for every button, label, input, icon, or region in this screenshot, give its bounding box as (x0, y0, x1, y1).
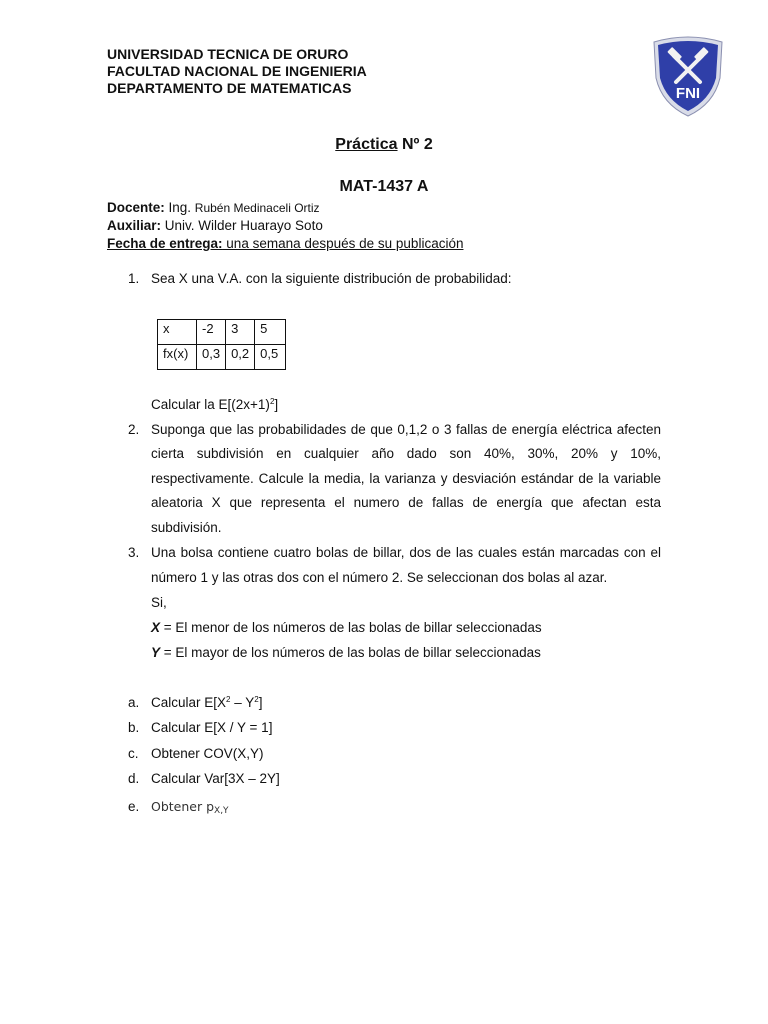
question-3-line: número 1 y las otras dos con el número 2. Se seleccionan dos bolas al azar. (151, 570, 608, 585)
docente-label: Docente: (107, 200, 165, 215)
subq-a-end: ] (258, 695, 263, 710)
university-name: UNIVERSIDAD TECNICA DE ORURO (107, 46, 349, 62)
docente-name: Rubén Medinaceli Ortiz (194, 201, 320, 215)
x-def-text-end: bolas de billar seleccionadas (365, 620, 542, 635)
question-number: 2. (128, 422, 140, 437)
logo-text: FNI (675, 85, 701, 102)
y-def-text: = El mayor de los números de las bolas de billar seleccionadas (160, 645, 541, 660)
faculty-name: FACULTAD NACIONAL DE INGENIERIA (107, 63, 367, 79)
x-variable: X (151, 620, 161, 635)
subq-a-exp1: 2 (226, 695, 231, 704)
subq-c-text: Obtener COV(X,Y) (151, 746, 264, 761)
subq-b-text: Calcular E[X / Y = 1] (151, 720, 273, 735)
subq-e-text (151, 799, 661, 816)
subq-a-mid: – Y (230, 695, 255, 710)
table-row (158, 345, 286, 370)
subq-label: c. (128, 746, 139, 761)
table-cell: -2 (197, 320, 226, 345)
question-number: 3. (128, 545, 140, 560)
question-1-text: Sea X una V.A. con la siguiente distribución de probabilidad: (151, 271, 512, 286)
question-3-line: Una bolsa contiene cuatro bolas de billar, dos de las cuales están marcadas con el (151, 545, 661, 560)
practice-word: Práctica (335, 136, 398, 153)
table-cell: 3 (226, 320, 255, 345)
auxiliar-value: Univ. Wilder Huarayo Soto (161, 218, 323, 233)
fni-shield-logo (648, 34, 728, 118)
question-2-line: aleatoria X que representa el numero de fallas de energía que afectan esta (151, 495, 661, 510)
x-definition (151, 620, 661, 635)
fecha-line (107, 235, 463, 253)
course-code: MAT-1437 A (339, 178, 429, 195)
auxiliar-line (107, 217, 463, 235)
question-1-calc (151, 397, 661, 412)
subq-d-text: Calcular Var[3X – 2Y] (151, 771, 280, 786)
y-variable: Y (151, 645, 161, 660)
subq-label: a. (128, 695, 140, 710)
question-3-si: Si, (151, 595, 167, 610)
table-row (158, 320, 286, 345)
calc-suffix: ] (274, 397, 279, 412)
calc-prefix: Calcular la E[(2x+1) (151, 397, 270, 412)
table-cell: 0,2 (226, 345, 255, 370)
subq-label: b. (128, 720, 140, 735)
subq-a-text (151, 695, 661, 710)
practice-title (0, 136, 768, 154)
subq-a-pre: Calcular E[X (151, 695, 227, 710)
question-number: 1. (128, 271, 140, 286)
x-def-italic-s: s (358, 620, 366, 635)
subq-label: e. (128, 799, 140, 814)
docente-line (107, 199, 463, 217)
department-name: DEPARTAMENTO DE MATEMATICAS (107, 80, 352, 96)
question-2-line: cierta subdivisión en cualquier año dado son 40%, 30%, 20% y 10%, (151, 446, 661, 461)
fecha-value: una semana después de su publicación (222, 236, 464, 251)
calc-exponent: 2 (269, 397, 275, 406)
subq-label: d. (128, 771, 140, 786)
docente-prefix: Ing. (164, 200, 195, 215)
table-cell: 0,5 (255, 345, 286, 370)
institution-header (107, 46, 367, 97)
subq-e-subscript: X,Y (214, 806, 229, 816)
y-definition (151, 645, 661, 660)
question-2-line: subdivisión. (151, 520, 222, 535)
table-cell: x (158, 320, 197, 345)
table-cell: fx(x) (158, 345, 197, 370)
subq-a-exp2: 2 (254, 695, 259, 704)
table-cell: 0,3 (197, 345, 226, 370)
probability-table (157, 319, 286, 370)
table-cell: 5 (255, 320, 286, 345)
practice-number: Nº 2 (397, 136, 433, 153)
x-def-text: = El menor de los números de la (160, 620, 359, 635)
fecha-label: Fecha de entrega: (107, 236, 223, 251)
auxiliar-label: Auxiliar: (107, 218, 162, 233)
subq-e-main: Obtener p (151, 799, 215, 814)
course-meta (107, 199, 463, 253)
question-2-line: respectivamente. Calcule la media, la varianza y desviación estándar de la variable (151, 471, 661, 486)
question-2-line: Suponga que las probabilidades de que 0,1,2 o 3 fallas de energía eléctrica afecten (151, 422, 661, 437)
